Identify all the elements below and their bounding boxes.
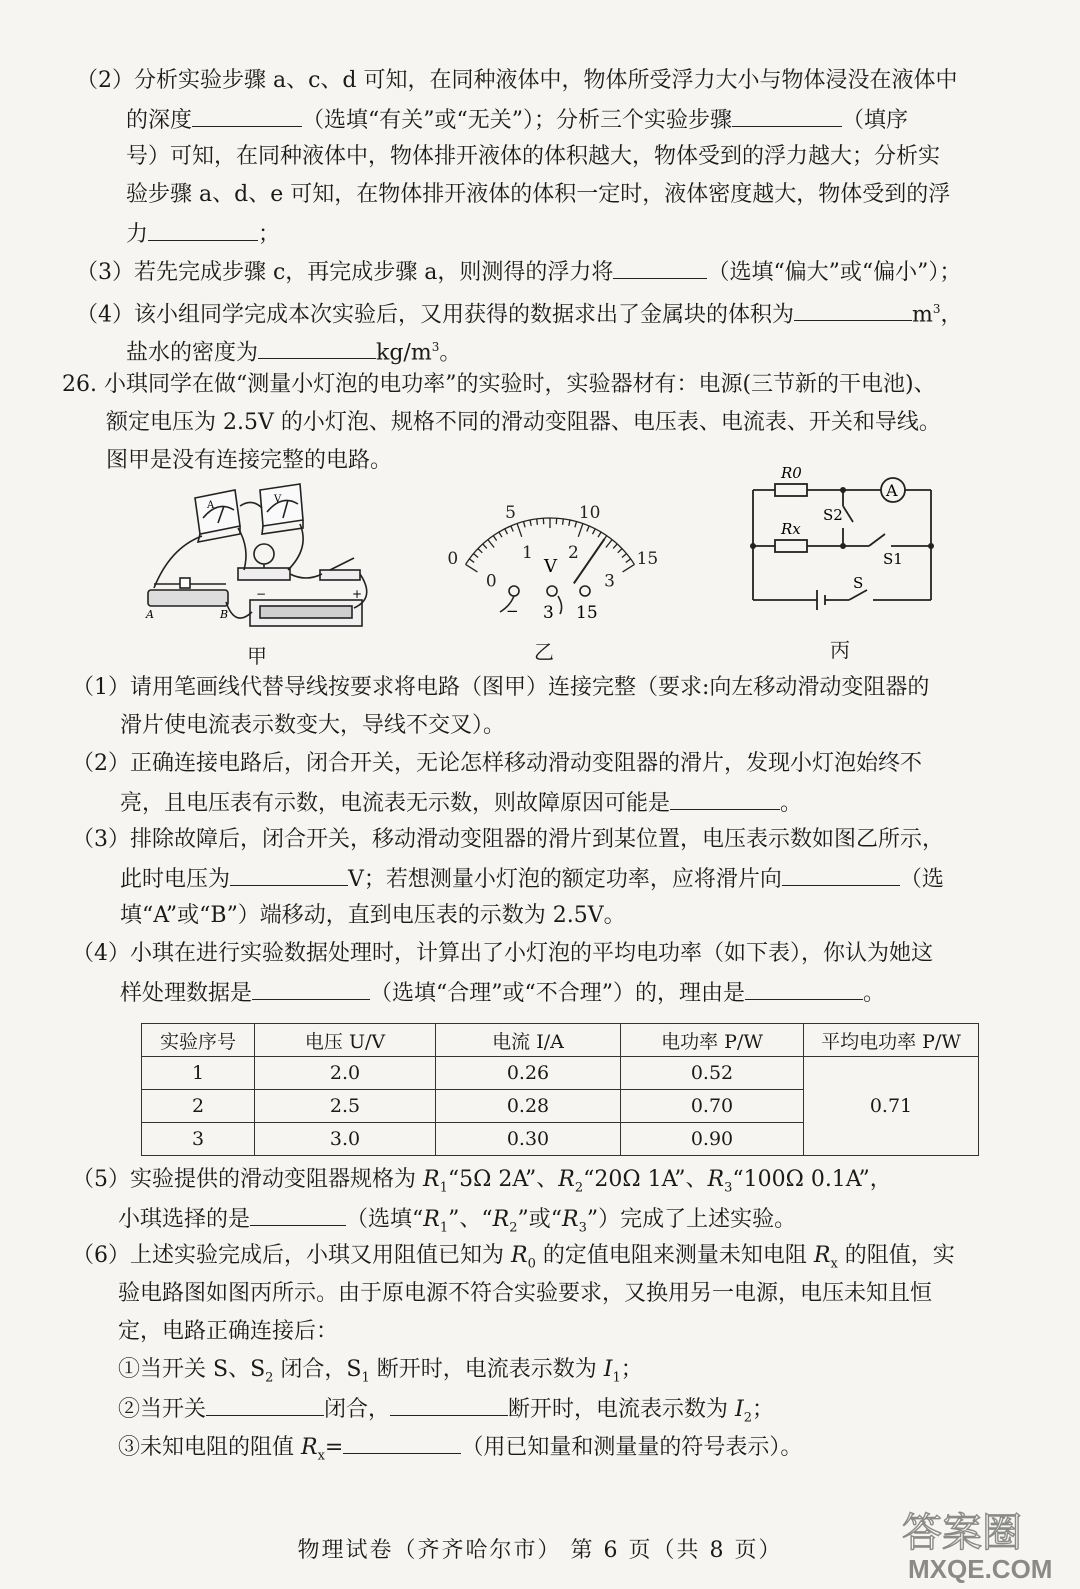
- label-rx: Rx: [781, 520, 801, 538]
- text-line-q26_3b: [120, 863, 944, 895]
- text-run: 号）可知，在同种液体中，物体排开液体的体积越大，物体受到的浮力越大；分析实: [126, 144, 941, 169]
- text-run: 断开时，电流表示数为: [508, 1397, 736, 1422]
- text-run: “20Ω 1A”、: [583, 1167, 708, 1192]
- text-run: 验电路图如图丙所示。由于原电源不符合实验要求，又换用另一电源，电压未知且恒: [118, 1281, 933, 1306]
- dial-tick: [618, 549, 622, 553]
- symbol: I: [735, 1397, 744, 1422]
- terminal-15v: 15: [576, 603, 598, 623]
- text-run: “5Ω 2A”、: [447, 1167, 559, 1192]
- answer-blank[interactable]: [613, 256, 707, 279]
- table-cell: 0.30: [436, 1123, 621, 1156]
- dial-tick: [478, 549, 482, 553]
- text-run: （填序: [842, 108, 909, 133]
- dial-tick: [592, 529, 595, 534]
- dial-tick: [483, 544, 487, 548]
- answer-blank[interactable]: [732, 104, 842, 127]
- table-cell: 0.90: [621, 1123, 804, 1156]
- text-run: 亮，且电压表有示数，电流表无示数，则故障原因可能是: [120, 791, 671, 816]
- figure-yi-voltmeter-dial: [440, 468, 670, 628]
- text-run: ”、“: [448, 1207, 493, 1232]
- dial-tick: [469, 559, 474, 563]
- symbol: R: [558, 1167, 575, 1192]
- label-s2: S2: [823, 506, 843, 524]
- voltmeter-label: V: [274, 494, 282, 505]
- symbol: R: [492, 1207, 510, 1232]
- answer-blank[interactable]: [794, 298, 912, 321]
- text-run: 小琪选择的是: [118, 1207, 251, 1232]
- answer-blank[interactable]: [343, 1431, 461, 1454]
- dial-tick: [622, 554, 627, 558]
- average-power-cell: 0.71: [804, 1057, 979, 1156]
- label-s: S: [853, 574, 864, 592]
- dial-tick: [466, 564, 478, 572]
- symbol: R: [423, 1207, 440, 1232]
- text-run: （3）排除故障后，闭合开关，移动滑动变阻器的滑片到某位置，电压表示数如图乙所示，: [72, 827, 945, 852]
- symbol: R: [813, 1243, 831, 1268]
- text-run: 。: [863, 981, 886, 1006]
- subscript: 1: [439, 1180, 448, 1196]
- symbol: R: [423, 1167, 440, 1192]
- terminal-3v: 3: [543, 603, 554, 623]
- subscript: 3: [578, 1220, 587, 1236]
- symbol: R: [511, 1243, 528, 1268]
- subscript: 1: [612, 1370, 621, 1386]
- table-row: [142, 1057, 979, 1090]
- superscript: 3: [431, 340, 440, 354]
- text-run: 滑片使电流表示数变大，导线不交叉）。: [120, 713, 506, 738]
- text-line-q26_6a: [72, 1241, 955, 1279]
- text-run: “100Ω 0.1A”，: [732, 1167, 892, 1192]
- subscript: 2: [574, 1180, 584, 1196]
- dial-tick: [578, 524, 583, 537]
- answer-blank[interactable]: [670, 787, 780, 810]
- dial-label-bottom: 1: [521, 542, 533, 563]
- dial-label-top: 10: [578, 503, 601, 524]
- dial-tick: [606, 540, 612, 548]
- symbol: R: [301, 1435, 318, 1460]
- page-footer: 物理试卷（齐齐哈尔市） 第 6 页（共 8 页）: [297, 1538, 783, 1563]
- text-run: 的深度: [126, 108, 193, 133]
- text-line-q26_5b: [118, 1203, 796, 1243]
- text-run: （2）正确连接电路后，闭合开关，无论怎样移动滑动变阻器的滑片，发现小灯泡始终不: [72, 751, 922, 776]
- table-cell: 3.0: [255, 1123, 436, 1156]
- text-line-q26_4a: [72, 939, 933, 969]
- text-run: =: [324, 1435, 344, 1460]
- text-line-q26_6d: [118, 1355, 643, 1393]
- symbol: R: [707, 1167, 725, 1192]
- text-line-q25_2d: [126, 180, 950, 210]
- text-line-q25_4b: [126, 332, 461, 368]
- answer-blank[interactable]: [782, 863, 900, 886]
- dial-label-bottom: 2: [568, 542, 579, 563]
- text-line-q26_5a: [72, 1165, 892, 1203]
- text-run: ”或“: [517, 1207, 562, 1232]
- answer-blank[interactable]: [250, 1203, 346, 1226]
- dial-tick: [563, 519, 564, 525]
- text-run: ；: [752, 1397, 775, 1422]
- text-run: 闭合，S: [273, 1357, 362, 1382]
- svg-text:−: −: [256, 587, 267, 601]
- text-run: ①当开关 S、S: [118, 1357, 266, 1382]
- text-line-q25_2c: [126, 142, 940, 172]
- rheostat-end-b: B: [220, 608, 229, 621]
- dial-tick: [626, 559, 631, 563]
- text-run: （5）实验提供的滑动变阻器规格为: [72, 1167, 423, 1192]
- figure-bing-circuit: [745, 460, 945, 610]
- text-line-q26_6c: [118, 1317, 338, 1347]
- text-run: （选填“偏大”或“偏小”）；: [707, 260, 962, 285]
- text-line-q26_6f: [118, 1431, 802, 1471]
- table-cell: 0.52: [621, 1057, 804, 1090]
- text-run: （选: [899, 867, 944, 892]
- text-run: 。: [780, 791, 803, 816]
- dial-tick: [499, 532, 502, 537]
- text-line-q26_1a: [72, 673, 929, 703]
- text-line-q26_3c: [120, 901, 626, 931]
- text-run: （选填“: [346, 1207, 424, 1232]
- dial-unit: V: [544, 556, 557, 577]
- header-trial: 实验序号: [142, 1024, 255, 1057]
- dial-tick: [598, 532, 601, 537]
- text-line-q25_4a: [76, 294, 963, 330]
- caption-bing: 丙: [830, 638, 850, 662]
- text-run: （选填“合理”或“不合理”）的，理由是: [370, 981, 746, 1006]
- text-run: 的定值电阻来测量未知电阻: [535, 1243, 814, 1268]
- table-cell: 2.5: [255, 1090, 436, 1123]
- symbol: R: [561, 1207, 579, 1232]
- text-run: 样处理数据是: [120, 981, 253, 1006]
- dial-tick: [537, 519, 538, 525]
- dial-tick: [569, 520, 570, 526]
- answer-blank[interactable]: [148, 218, 258, 241]
- table-cell: 0.26: [436, 1057, 621, 1090]
- dial-tick: [613, 544, 617, 548]
- table-cell: 2: [142, 1090, 255, 1123]
- terminal-negative: −: [506, 602, 519, 620]
- answer-blank[interactable]: [258, 336, 376, 359]
- watermark-top: 答案圈: [902, 1510, 1022, 1556]
- text-run: 。: [439, 340, 462, 366]
- symbol: I: [603, 1357, 613, 1382]
- dial-label-bottom: 3: [604, 571, 615, 592]
- text-run: m: [912, 302, 933, 328]
- superscript: 3: [932, 302, 941, 316]
- figure-jia-apparatus: [140, 478, 380, 638]
- text-line-q25_2a: [76, 66, 958, 96]
- text-run: 验步骤 a、d、e 可知，在物体排开液体的体积一定时，液体密度越大，物体受到的浮: [126, 182, 951, 207]
- header-power: 电功率 P/W: [621, 1024, 804, 1057]
- watermark-logo: [898, 1502, 1068, 1584]
- text-run: （3）若先完成步骤 c，再完成步骤 a，则测得的浮力将: [76, 260, 614, 285]
- dial-label-top: 5: [505, 503, 516, 524]
- text-run: V；若想测量小灯泡的额定功率，应将滑片向: [348, 867, 782, 892]
- dial-tick: [511, 526, 513, 532]
- text-run: （2）分析实验步骤 a、c、d 可知，在同种液体中，物体所受浮力大小与物体浸没在液体中: [76, 68, 958, 93]
- text-line-q26_2a: [72, 749, 922, 779]
- text-run: ”）完成了上述实验。: [586, 1207, 797, 1232]
- text-run: 填“A”或“B”）端移动，直到电压表的示数为 2.5V。: [120, 903, 626, 928]
- answer-blank[interactable]: [252, 977, 370, 1000]
- text-run: 此时电压为: [120, 867, 231, 892]
- header-voltage: 电压 U/V: [255, 1024, 436, 1057]
- dial-tick: [587, 526, 589, 532]
- label-r0: R0: [781, 464, 802, 482]
- text-run: ，: [940, 302, 963, 328]
- dial-tick: [575, 522, 577, 528]
- header-average-power: 平均电功率 P/W: [804, 1024, 979, 1057]
- dial-label-bottom: 0: [485, 571, 497, 592]
- text-line-q26_3a: [72, 825, 944, 855]
- text-run: 断开时，电流表示数为: [369, 1357, 604, 1382]
- caption-jia: 甲: [247, 644, 267, 668]
- rheostat-end-a: A: [146, 608, 154, 621]
- text-line-q26c: [106, 446, 392, 476]
- subscript: x: [830, 1256, 838, 1272]
- table-header-row: [142, 1024, 979, 1057]
- text-run: 定，电路正确连接后：: [118, 1319, 339, 1344]
- dial-label-top: 15: [636, 548, 659, 569]
- ammeter-symbol: A: [886, 481, 898, 500]
- dial-tick: [473, 554, 478, 558]
- text-run: ；: [258, 222, 281, 247]
- text-line-q26_6b: [118, 1279, 932, 1309]
- text-run: （选填“有关”或“无关”）；分析三个实验步骤: [302, 108, 733, 133]
- text-run: 的阻值，实: [837, 1243, 955, 1268]
- table-cell: 2.0: [255, 1057, 436, 1090]
- text-run: （用已知量和测量量的符号表示）。: [461, 1435, 803, 1460]
- subscript: 0: [527, 1256, 536, 1272]
- text-run: （1）请用笔画线代替导线按要求将电路（图甲）连接完整（要求:向左移动滑动变阻器的: [72, 675, 930, 700]
- subscript: x: [317, 1448, 325, 1464]
- text-run: （4）小琪在进行实验数据处理时，计算出了小灯泡的平均电功率（如下表），你认为她这: [72, 941, 934, 966]
- watermark-bottom: MXQE.COM: [908, 1554, 1053, 1584]
- text-run: 力: [126, 222, 149, 247]
- text-run: ②当开关: [118, 1397, 207, 1422]
- answer-blank[interactable]: [390, 1393, 508, 1416]
- text-run: （4）该小组同学完成本次实验后，又用获得的数据求出了金属块的体积为: [76, 302, 794, 328]
- ammeter-label: A: [207, 500, 215, 511]
- power-data-table: [141, 1023, 979, 1156]
- text-run: ③未知电阻的阻值: [118, 1435, 301, 1460]
- text-run: 图甲是没有连接完整的电路。: [106, 448, 393, 473]
- subscript: 2: [265, 1370, 274, 1386]
- dial-tick: [505, 529, 508, 534]
- text-run: 额定电压为 2.5V 的小灯泡、规格不同的滑动变阻器、电压表、电流表、开关和导线。: [106, 410, 941, 435]
- text-run: kg/m: [376, 340, 432, 366]
- text-line-q26_2b: [120, 787, 802, 819]
- dial-tick: [524, 522, 526, 528]
- answer-blank[interactable]: [192, 104, 302, 127]
- dial-tick: [623, 564, 635, 572]
- dial-label-top: 0: [447, 548, 459, 569]
- text-line-q25_2e: [126, 218, 280, 250]
- table-cell: 1: [142, 1057, 255, 1090]
- text-line-q26_4b: [120, 977, 885, 1009]
- answer-blank[interactable]: [745, 977, 863, 1000]
- text-line-q26_1b: [120, 711, 505, 741]
- text-run: 盐水的密度为: [126, 340, 259, 366]
- caption-yi: 乙: [534, 640, 554, 664]
- table-cell: 3: [142, 1123, 255, 1156]
- subscript: 2: [743, 1410, 753, 1426]
- svg-text:+: +: [352, 587, 363, 601]
- subscript: 2: [509, 1220, 518, 1236]
- dial-tick: [488, 540, 494, 548]
- text-line-q25_2b: [126, 104, 908, 136]
- header-current: 电流 I/A: [436, 1024, 621, 1057]
- answer-blank[interactable]: [230, 863, 348, 886]
- text-line-q26a: [62, 370, 936, 400]
- text-run: （6）上述实验完成后，小琪又用阻值已知为: [72, 1243, 511, 1268]
- dial-tick: [530, 520, 531, 526]
- label-s1: S1: [883, 550, 903, 568]
- dial-tick: [517, 524, 522, 537]
- table-cell: 0.28: [436, 1090, 621, 1123]
- subscript: 1: [361, 1370, 370, 1386]
- table-cell: 0.70: [621, 1090, 804, 1123]
- text-run: 闭合，: [324, 1397, 391, 1422]
- answer-blank[interactable]: [206, 1393, 324, 1416]
- subscript: 1: [439, 1220, 449, 1236]
- text-run: 26. 小琪同学在做“测量小灯泡的电功率”的实验时，实验器材有：电源(三节新的干电池)、: [62, 372, 936, 397]
- text-run: ；: [620, 1357, 643, 1382]
- subscript: 3: [724, 1180, 733, 1196]
- text-line-q26b: [106, 408, 941, 438]
- text-line-q26_6e: [118, 1393, 774, 1433]
- text-line-q25_3: [76, 256, 961, 288]
- dial-tick: [493, 536, 496, 541]
